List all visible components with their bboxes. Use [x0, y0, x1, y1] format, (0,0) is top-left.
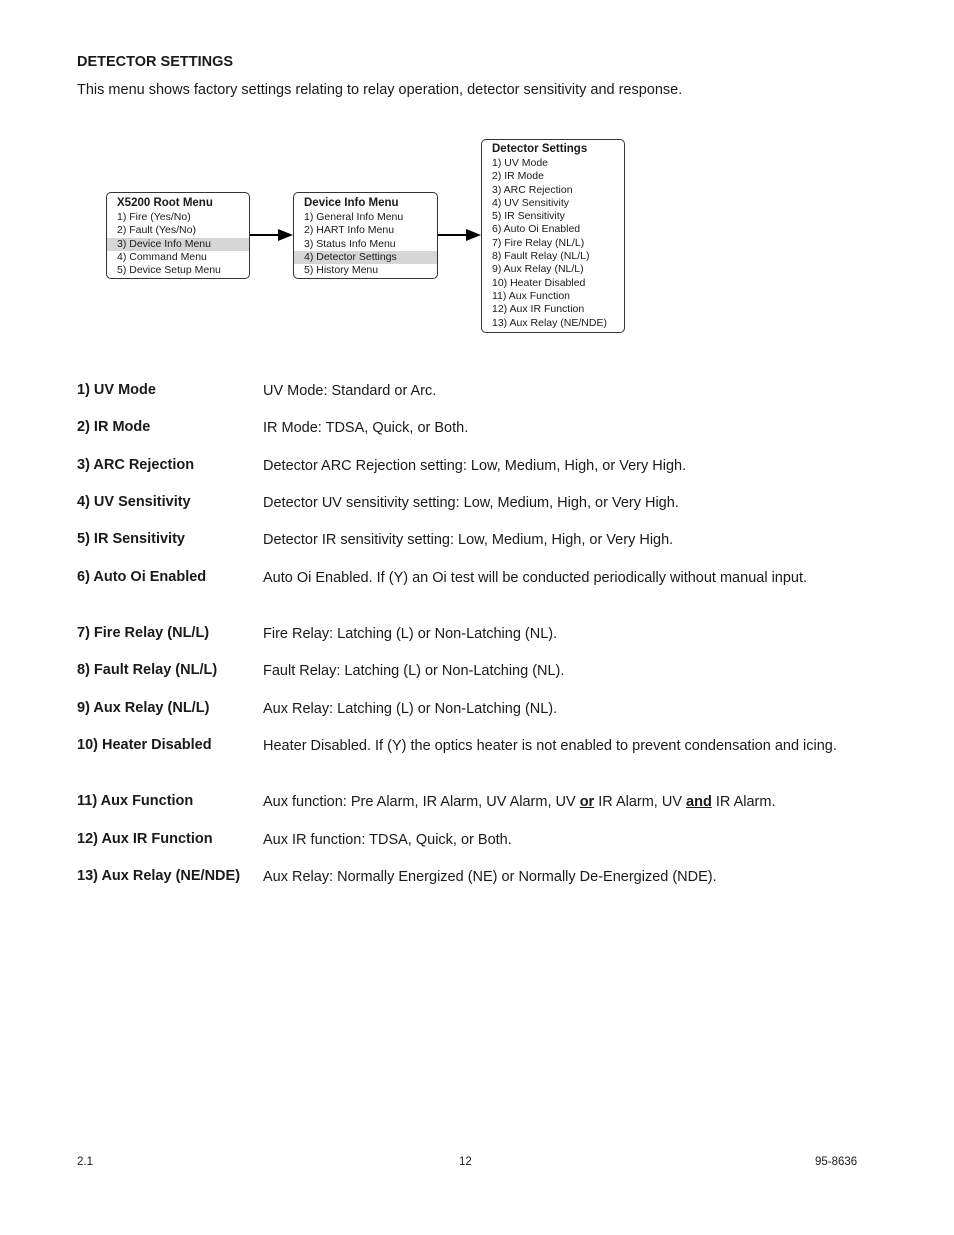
arrow-right-icon: [438, 228, 482, 242]
detector-settings-menu-item: 11) Aux Function: [492, 289, 571, 302]
detector-settings-menu-item: 1) UV Mode: [492, 157, 549, 169]
detector-settings-menu-item: 7) Fire Relay (NL/L): [492, 236, 585, 249]
setting-description: IR Mode: TDSA, Quick, or Both.: [263, 420, 469, 436]
description-text: Aux function: Pre Alarm, IR Alarm, UV Alarm, UV: [263, 794, 580, 810]
root-menu-box: [106, 192, 250, 279]
setting-label: 7) Fire Relay (NL/L): [77, 625, 210, 641]
device-info-menu-item: 3) Status Info Menu: [304, 237, 396, 250]
detector-settings-menu-title: Detector Settings: [492, 143, 588, 155]
setting-label: 10) Heater Disabled: [77, 737, 212, 753]
device-info-menu-item: 2) HART Info Menu: [304, 224, 395, 237]
setting-description: Heater Disabled. If (Y) the optics heater is not enabled to prevent condensation and icing.: [263, 738, 837, 754]
setting-label: 6) Auto Oi Enabled: [77, 569, 207, 585]
device-info-menu-item-highlighted: 4) Detector Settings: [294, 251, 437, 264]
footer-page-number: 12: [459, 1156, 472, 1168]
description-text: IR Alarm.: [711, 794, 776, 810]
setting-label: 3) ARC Rejection: [77, 457, 195, 473]
setting-description: UV Mode: Standard or Arc.: [263, 383, 437, 399]
setting-description: Aux Relay: Latching (L) or Non-Latching (NL).: [263, 701, 558, 717]
setting-label: 5) IR Sensitivity: [77, 531, 185, 547]
footer-document-number: 95-8636: [815, 1156, 858, 1168]
setting-description: [263, 793, 859, 812]
section-intro: This menu shows factory settings relating to relay operation, detector sensitivity and response.: [77, 82, 683, 98]
setting-description: Detector ARC Rejection setting: Low, Medium, High, or Very High.: [263, 458, 687, 474]
detector-settings-menu-item: 12) Aux IR Function: [492, 303, 585, 316]
device-info-menu-title: Device Info Menu: [304, 197, 399, 209]
footer-revision: 2.1: [77, 1156, 93, 1168]
setting-label: 8) Fault Relay (NL/L): [77, 662, 218, 678]
setting-description: Aux Relay: Normally Energized (NE) or Normally De-Energized (NDE).: [263, 869, 717, 885]
root-menu-item: 4) Command Menu: [117, 250, 207, 263]
section-heading: DETECTOR SETTINGS: [77, 54, 234, 70]
device-info-menu-item: 5) History Menu: [304, 264, 379, 277]
emphasis-and: and: [686, 794, 712, 810]
setting-label: 12) Aux IR Function: [77, 831, 213, 847]
root-menu-title: X5200 Root Menu: [117, 197, 213, 209]
arrow-right-icon: [250, 228, 294, 242]
detector-settings-menu-item: 6) Auto Oi Enabled: [492, 223, 581, 236]
setting-description: Detector UV sensitivity setting: Low, Medium, High, or Very High.: [263, 495, 679, 511]
setting-description: Fault Relay: Latching (L) or Non-Latching (NL).: [263, 663, 565, 679]
setting-label: 9) Aux Relay (NL/L): [77, 700, 210, 716]
root-menu-item: 5) Device Setup Menu: [117, 264, 221, 277]
detector-settings-menu-item: 10) Heater Disabled: [492, 276, 586, 289]
setting-label: 13) Aux Relay (NE/NDE): [77, 868, 241, 884]
setting-label: 11) Aux Function: [77, 793, 194, 809]
device-info-menu-item: 1) General Info Menu: [304, 211, 404, 223]
detector-settings-menu-item: 13) Aux Relay (NE/NDE): [492, 316, 607, 329]
detector-settings-menu-item: 8) Fault Relay (NL/L): [492, 250, 590, 263]
emphasis-or: or: [579, 794, 595, 810]
root-menu-item-highlighted: 3) Device Info Menu: [107, 238, 249, 251]
root-menu-item: 2) Fault (Yes/No): [117, 224, 196, 237]
setting-description: Aux IR function: TDSA, Quick, or Both.: [263, 832, 512, 848]
setting-label: 4) UV Sensitivity: [77, 494, 191, 510]
setting-description: Fire Relay: Latching (L) or Non-Latching (NL).: [263, 626, 558, 642]
root-menu-item: 1) Fire (Yes/No): [117, 211, 191, 223]
detector-settings-menu-item: 3) ARC Rejection: [492, 183, 573, 196]
detector-settings-menu-item: 2) IR Mode: [492, 170, 544, 183]
detector-settings-menu-item: 4) UV Sensitivity: [492, 196, 570, 209]
device-info-menu-box: [293, 192, 438, 279]
setting-description: Auto Oi Enabled. If (Y) an Oi test will be conducted periodically without manual input.: [263, 570, 808, 586]
detector-settings-menu-item: 5) IR Sensitivity: [492, 210, 565, 223]
detector-settings-menu-item: 9) Aux Relay (NL/L): [492, 263, 584, 276]
description-text: IR Alarm, UV: [594, 794, 687, 810]
detector-settings-menu-box: [481, 139, 625, 333]
setting-label: 2) IR Mode: [77, 419, 151, 435]
setting-description: Detector IR sensitivity setting: Low, Medium, High, or Very High.: [263, 532, 674, 548]
setting-label: 1) UV Mode: [77, 382, 156, 398]
